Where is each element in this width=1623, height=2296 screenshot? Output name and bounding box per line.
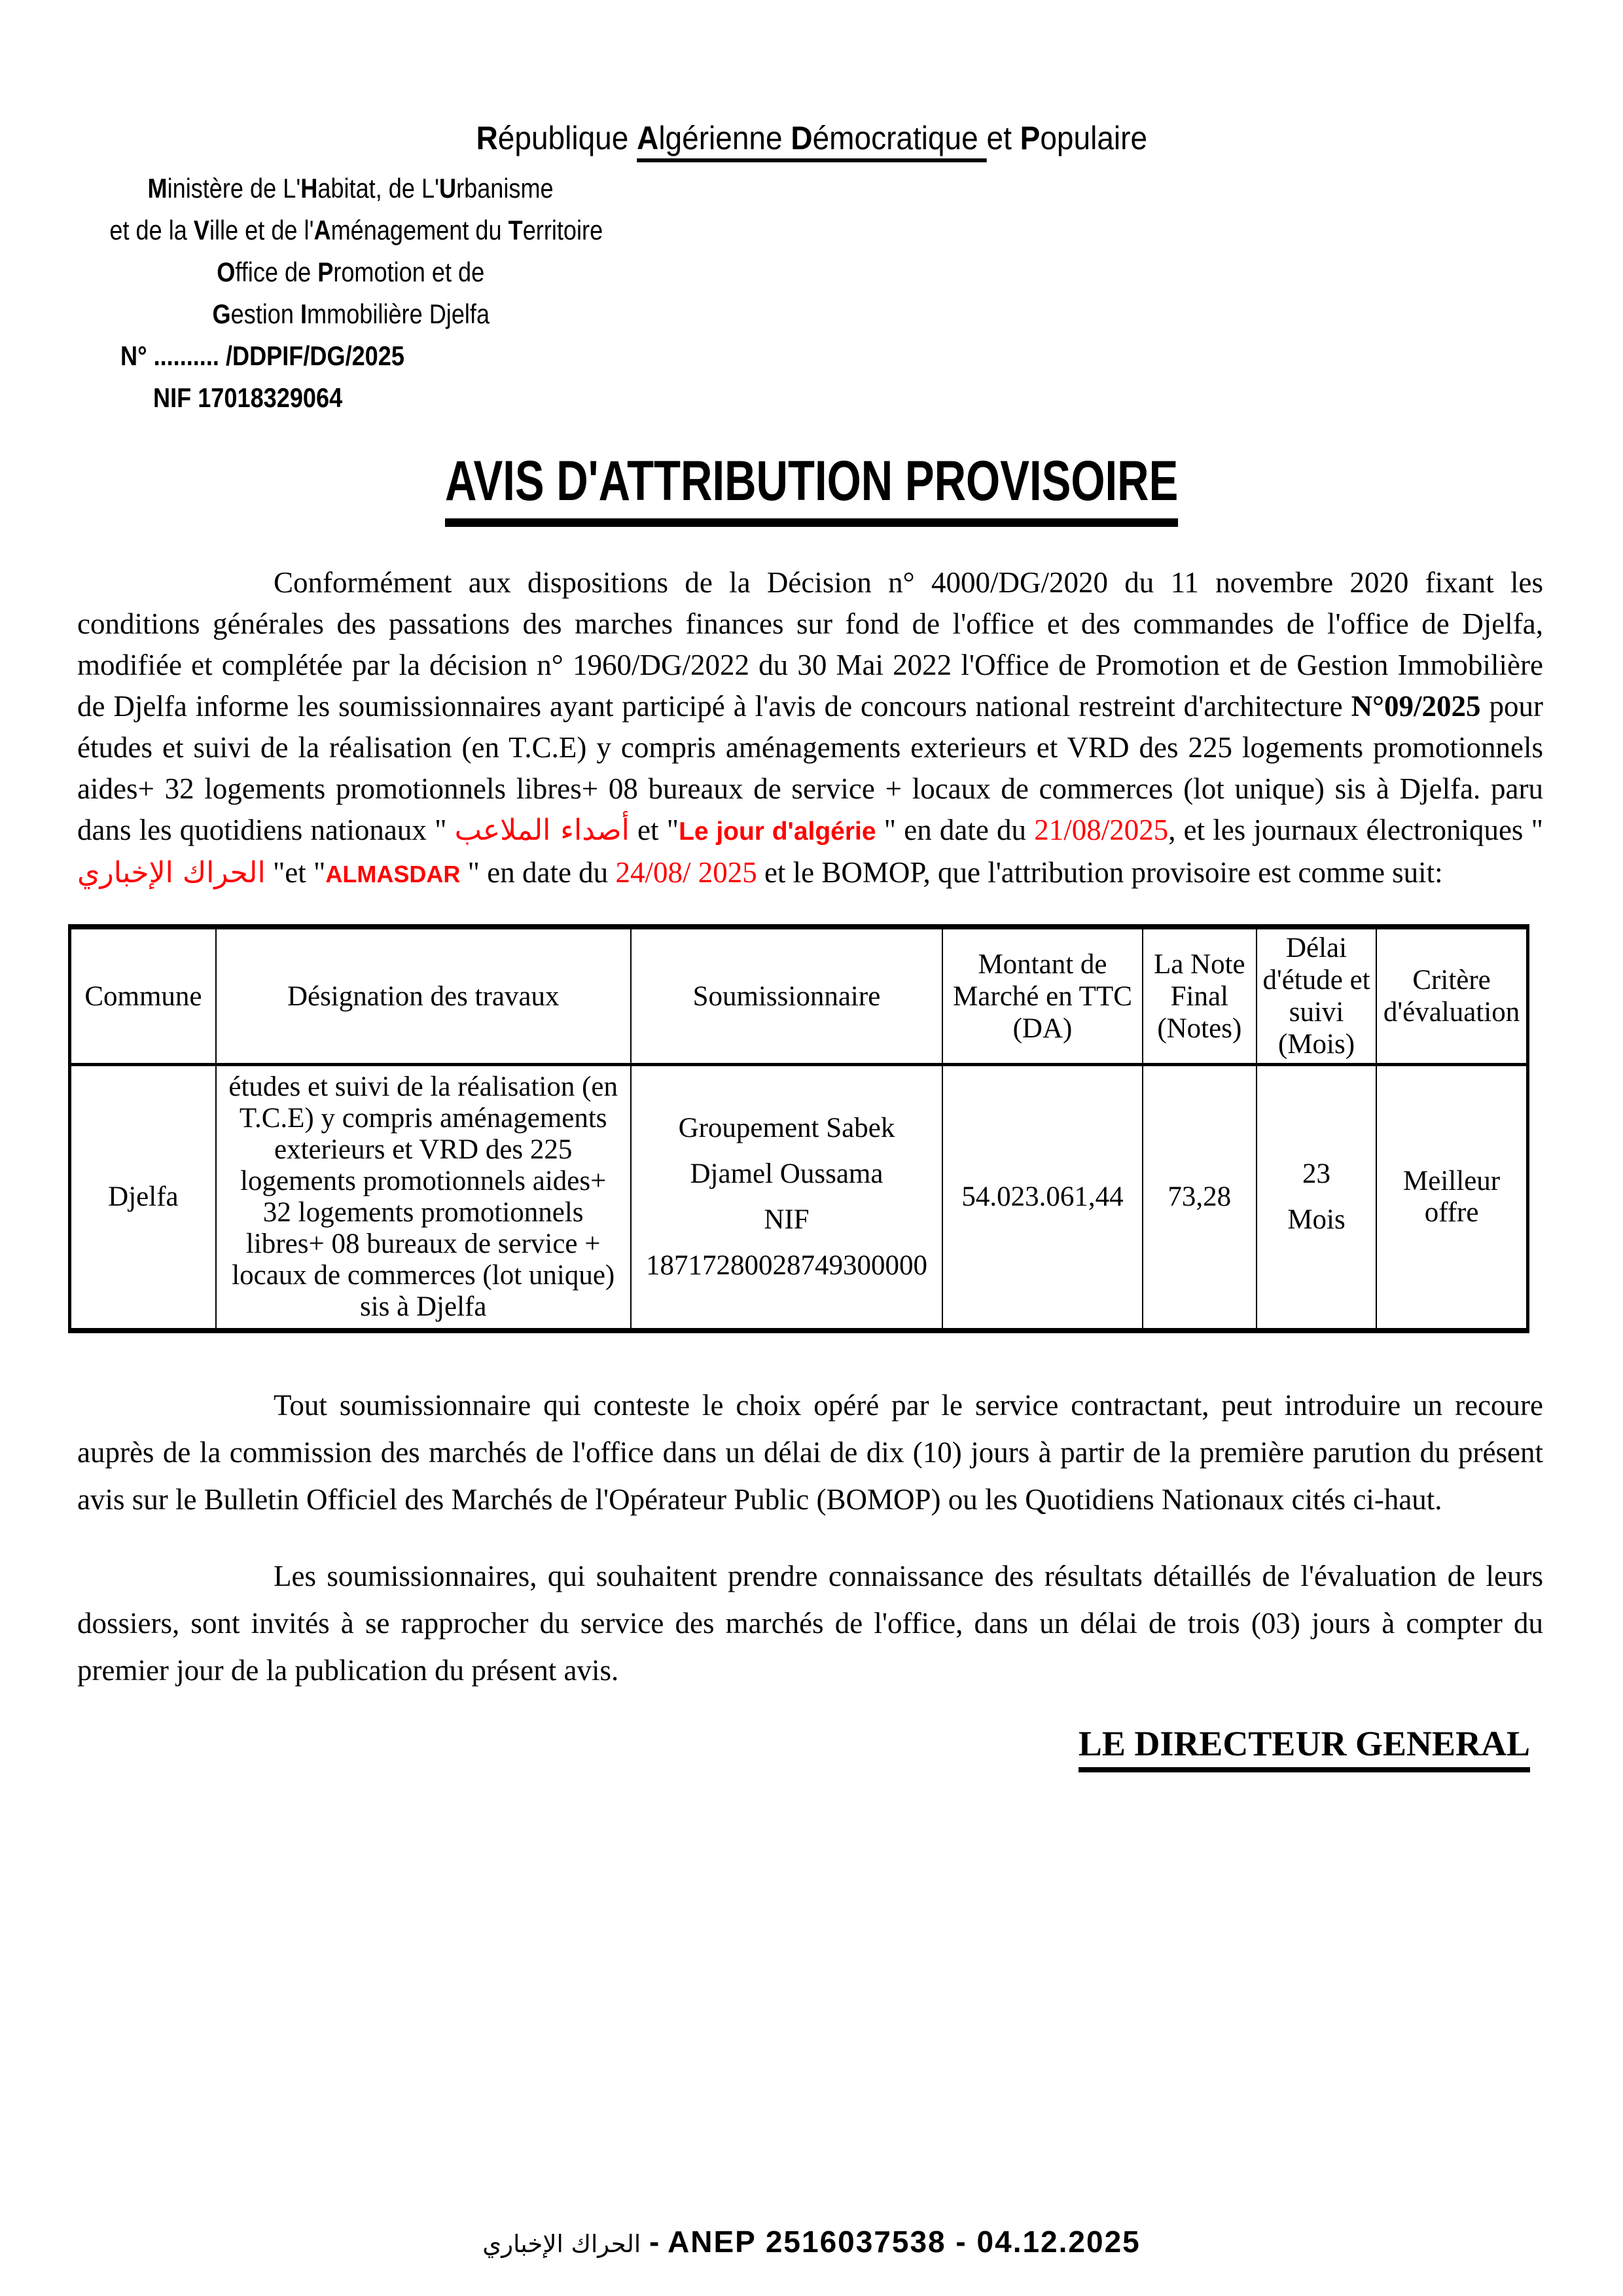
cell-note: 73,28 [1143,1065,1257,1331]
ministry-seg: ille et de l' [209,215,314,245]
attribution-table [68,924,1529,1333]
ministry-seg: V [193,215,209,245]
table-row [70,1065,1528,1331]
concours-number: N°09/2025 [1351,690,1481,723]
ministry-seg: ffice de [235,257,318,287]
newspaper-arabic-asdaa: أصداء الملاعب [454,814,630,847]
reference-number: N° .......... /DDPIF/DG/2025 [120,340,404,371]
newspaper-le-jour-dalgerie: Le jour d'algérie [679,817,876,846]
header-montant: Montant de Marché en TTC (DA) [942,927,1142,1065]
cell-designation: études et suivi de la réalisation (en T.C.E) y compris aménagements exterieurs et VRD des 225 logements promotionnels aides+ 32 logements promotionnels libres+ 08 bureaux de service + locaux de commerces (lot unique) sis à Djelfa [216,1065,631,1331]
intro-paragraph [77,562,1543,895]
ministry-seg: H [300,173,318,204]
footer-anep-reference: ANEP 2516037538 - 04.12.2025 [668,2225,1141,2259]
republic-seg: épublique [497,120,637,156]
republic-header [0,0,1623,157]
soumissionnaire-line: Djamel Oussama [690,1158,883,1189]
ministry-seg: erritoire [522,215,603,245]
republic-seg: A [636,120,659,156]
intro-seg-4: et " [629,814,679,846]
table-header-row [70,927,1528,1065]
republic-seg: et [986,120,1020,156]
reference-number-line [69,335,632,377]
delai-line: Mois [1287,1204,1346,1235]
cell-commune: Djelfa [70,1065,216,1331]
delai-line: 23 [1302,1158,1331,1189]
ministry-seg: romotion et de [333,257,485,287]
ministry-seg: inistère de L' [168,173,301,204]
header-critere: Critère d'évaluation [1376,927,1527,1065]
page-title: AVIS D'ATTRIBUTION PROVISOIRE [445,449,1178,527]
newspaper-arabic-elhirak: الحراك الإخباري [77,856,266,889]
cell-soumissionnaire [631,1065,943,1331]
nif-number: NIF 17018329064 [153,382,343,413]
nif-line [69,377,632,419]
soumissionnaire-line: NIF [764,1204,810,1235]
signature-title: LE DIRECTEUR GENERAL [1079,1723,1530,1772]
intro-seg-2: pour études et suivi de la réalisation (en T.C.E) y compris aménagements exterieurs et VRD des 225 logements promotionnels aides+ 32 logements promotionnels libres+ 08 bureaux de service + locaux de commerces (lot unique) sis à Djelfa. paru dans les quotidiens nationaux " [77,690,1543,846]
recourse-paragraph: Tout soumissionnaire qui conteste le choix opéré par le service contractant, peut introduire un recoure auprès de la commission des marchés de l'office dans un délai de dix (10) jours à partir de la première parution du présent avis sur le Bulletin Officiel des Marchés de l'Opérateur Public (BOMOP) ou les Quotidiens Nationaux cités ci-haut. [77,1389,1543,1516]
ministry-line-3 [69,251,632,293]
ministry-seg: O [217,257,236,287]
publication-date-2: 24/08/ 2025 [615,856,757,889]
header-commune: Commune [70,927,216,1065]
ministry-line-1-text [148,168,554,209]
footer-separator: - [641,2225,668,2259]
ministry-seg: P [317,257,334,287]
ministry-seg: et de la [109,215,194,245]
footer-line [0,2224,1623,2259]
header-note: La Note Final (Notes) [1143,927,1257,1065]
soumissionnaire-line: 18717280028749300000 [645,1250,927,1281]
intro-seg-10: "et " [265,856,326,889]
intro-seg-12: " en date du [460,856,616,889]
intro-seg-14: et le BOMOP, que l'attribution provisoire est comme suit: [757,856,1443,889]
ministry-block [69,168,632,419]
republic-line [476,119,1147,157]
header-soumissionnaire: Soumissionnaire [631,927,943,1065]
ministry-line-4 [69,293,632,335]
republic-seg: D [791,120,813,156]
publication-date-1: 21/08/2025 [1034,814,1169,846]
signature-wrap [0,1723,1530,1772]
newspaper-almasdar: ALMASDAR [325,861,461,888]
cell-delai [1257,1065,1376,1331]
cell-critere: Meilleur offre [1376,1065,1527,1331]
results-paragraph: Les soumissionnaires, qui souhaitent prendre connaissance des résultats détaillés de l'évaluation de leurs dossiers, sont invités à se rapprocher du service des marchés de l'office, dans un délai de trois (03) jours à compter du premier jour de la publication du présent avis. [77,1560,1543,1687]
republic-seg: émocratique [812,120,987,156]
ministry-seg: rbanisme [456,173,554,204]
cell-montant: 54.023.061,44 [942,1065,1142,1331]
intro-seg-6: " en date du [876,814,1035,846]
republic-seg: opulaire [1040,120,1147,156]
soumissionnaire-line: Groupement Sabek [678,1113,895,1143]
ministry-seg: A [313,215,331,245]
ministry-seg: T [508,215,523,245]
footer-arabic-newspaper: الحراك الإخباري [482,2230,641,2258]
ministry-line-1 [69,168,632,209]
ministry-seg: U [439,173,457,204]
title-wrap [0,449,1623,527]
ministry-seg: ménagement du [330,215,508,245]
republic-seg: R [476,120,498,156]
ministry-seg: estion [230,298,300,329]
intro-seg-0: Conformément aux dispositions de la Décision n° 4000/DG/2020 du 11 novembre 2020 fixant les conditions générales des passations des marches finances sur fond de l'office et des commandes de l'office de Djelfa, modifiée et complétée par la décision n° 1960/DG/2022 du 30 Mai 2022 l'Office de Promotion et de Gestion Immobilière de Djelfa informe les soumissionnaires ayant participé à l'avis de concours national restreint d'architecture [77,566,1543,723]
republic-seg: lgérienne [658,120,791,156]
intro-seg-8: , et les journaux électroniques " [1168,814,1543,846]
ministry-seg: I [300,298,307,329]
header-delai: Délai d'étude et suivi (Mois) [1257,927,1376,1065]
republic-underlined-group [637,120,986,162]
ministry-line-2-text [109,209,603,251]
ministry-seg: mmobilière Djelfa [306,298,490,329]
ministry-seg: abitat, de L' [317,173,440,204]
header-designation: Désignation des travaux [216,927,631,1065]
ministry-line-2 [69,209,632,251]
ministry-line-4-text [212,293,490,335]
ministry-line-3-text [217,251,485,293]
ministry-seg: M [147,173,168,204]
republic-seg: P [1020,120,1041,156]
ministry-seg: G [212,298,231,329]
